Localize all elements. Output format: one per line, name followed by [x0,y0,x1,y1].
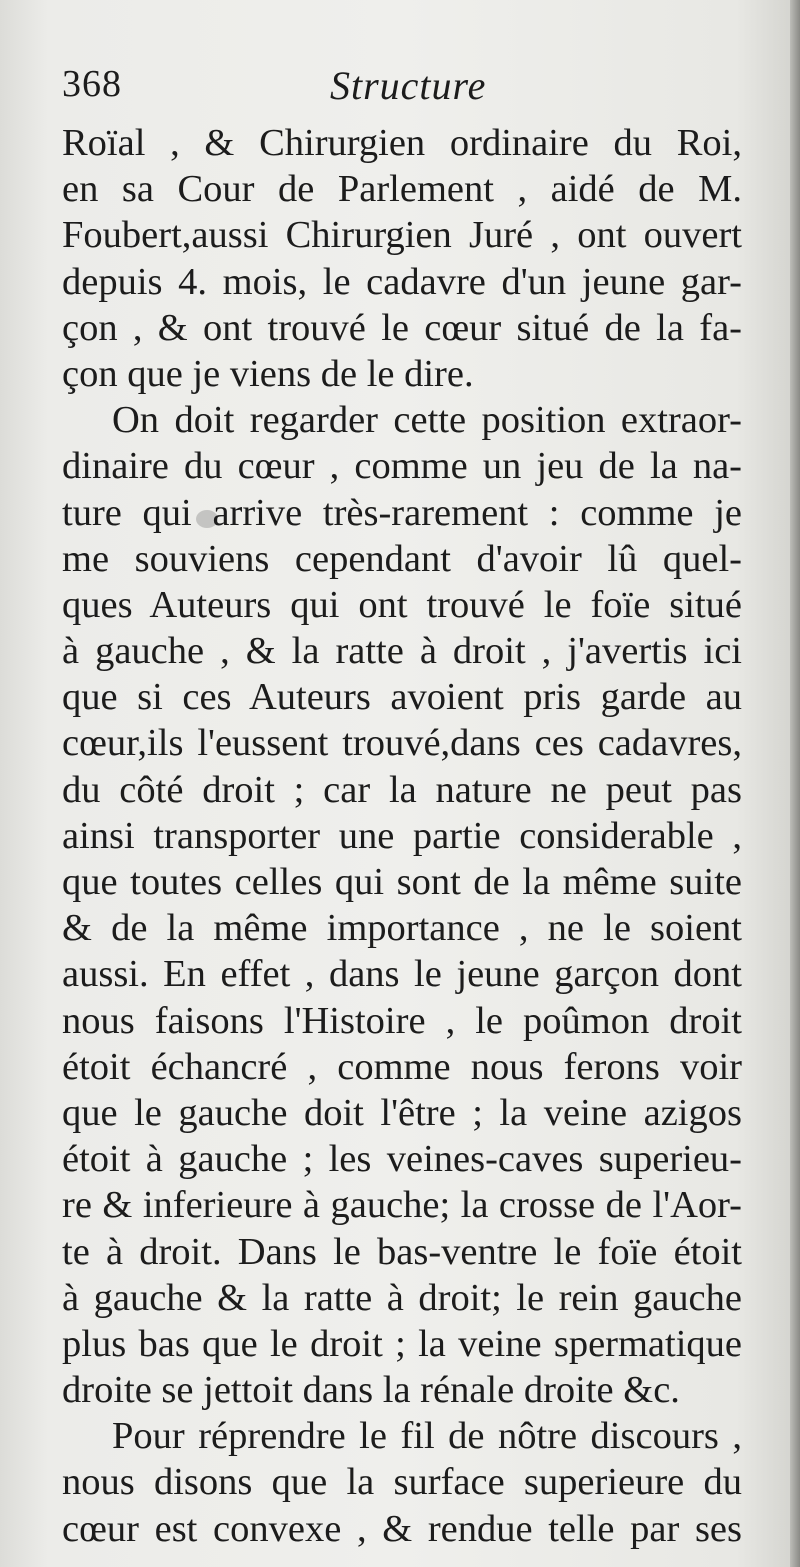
text-line: que toutes celles qui sont de la même suite [62,861,742,903]
text-line: me souviens cependant d'avoir lû quel- [62,537,742,580]
text-line: Pour réprendre le fil de nôtre discours , [112,1415,742,1458]
body-text [62,120,742,1552]
text-line: dinaire du cœur , comme un jeu de la na- [62,445,742,488]
text-line: Roïal , & Chirurgien ordinaire du Roi, [62,122,742,164]
text-line: cœur,ils l'eussent trouvé,dans ces cadavres, [62,722,742,765]
page-gutter-shadow [790,0,800,1567]
page-header [62,62,752,122]
text-line: en sa Cour de Parlement , aidé de M. [62,168,742,211]
text-line: On doit regarder cette position extraor- [112,399,742,442]
text-line: du côté droit ; car la nature ne peut pas [62,768,742,811]
text-line: que si ces Auteurs avoient pris garde au [62,676,742,719]
text-line: nous faisons l'Histoire , le poûmon droit [62,999,742,1042]
text-line: ainsi transporter une partie considerable , [62,814,742,857]
text-line: çon , & ont trouvé le cœur situé de la fa- [62,306,742,349]
text-line: à gauche & la ratte à droit; le rein gauche [62,1276,742,1319]
text-line: cœur est convexe , & rendue telle par ses [62,1507,742,1550]
text-line: nous disons que la surface superieure du [62,1461,742,1504]
text-line: étoit échancré , comme nous ferons voir [62,1045,742,1088]
text-line: ture qui arrive très-rarement : comme je [62,491,742,534]
text-line: Foubert,aussi Chirurgien Juré , ont ouvert [62,214,742,257]
running-title: Structure [330,63,487,108]
text-line: te à droit. Dans le bas-ventre le foïe étoit [62,1230,742,1273]
text-line: plus bas que le droit ; la veine spermatique [62,1322,742,1365]
text-line: ques Auteurs qui ont trouvé le foïe situé [62,583,742,626]
text-line: çon que je viens de le dire. [62,352,474,395]
text-line: re & inferieure à gauche; la crosse de l'Aor- [62,1184,742,1227]
text-line: & de la même importance , ne le soient [62,907,742,950]
text-line: aussi. En effet , dans le jeune garçon dont [62,953,742,996]
text-line: que le gauche doit l'être ; la veine azigos [62,1091,742,1134]
text-line: droite se jettoit dans la rénale droite &c. [62,1369,680,1412]
text-line: depuis 4. mois, le cadavre d'un jeune gar- [62,260,742,303]
page-number: 368 [62,63,122,105]
text-line: à gauche , & la ratte à droit , j'avertis ici [62,630,742,673]
text-line: étoit à gauche ; les veines-caves superieu- [62,1138,742,1181]
